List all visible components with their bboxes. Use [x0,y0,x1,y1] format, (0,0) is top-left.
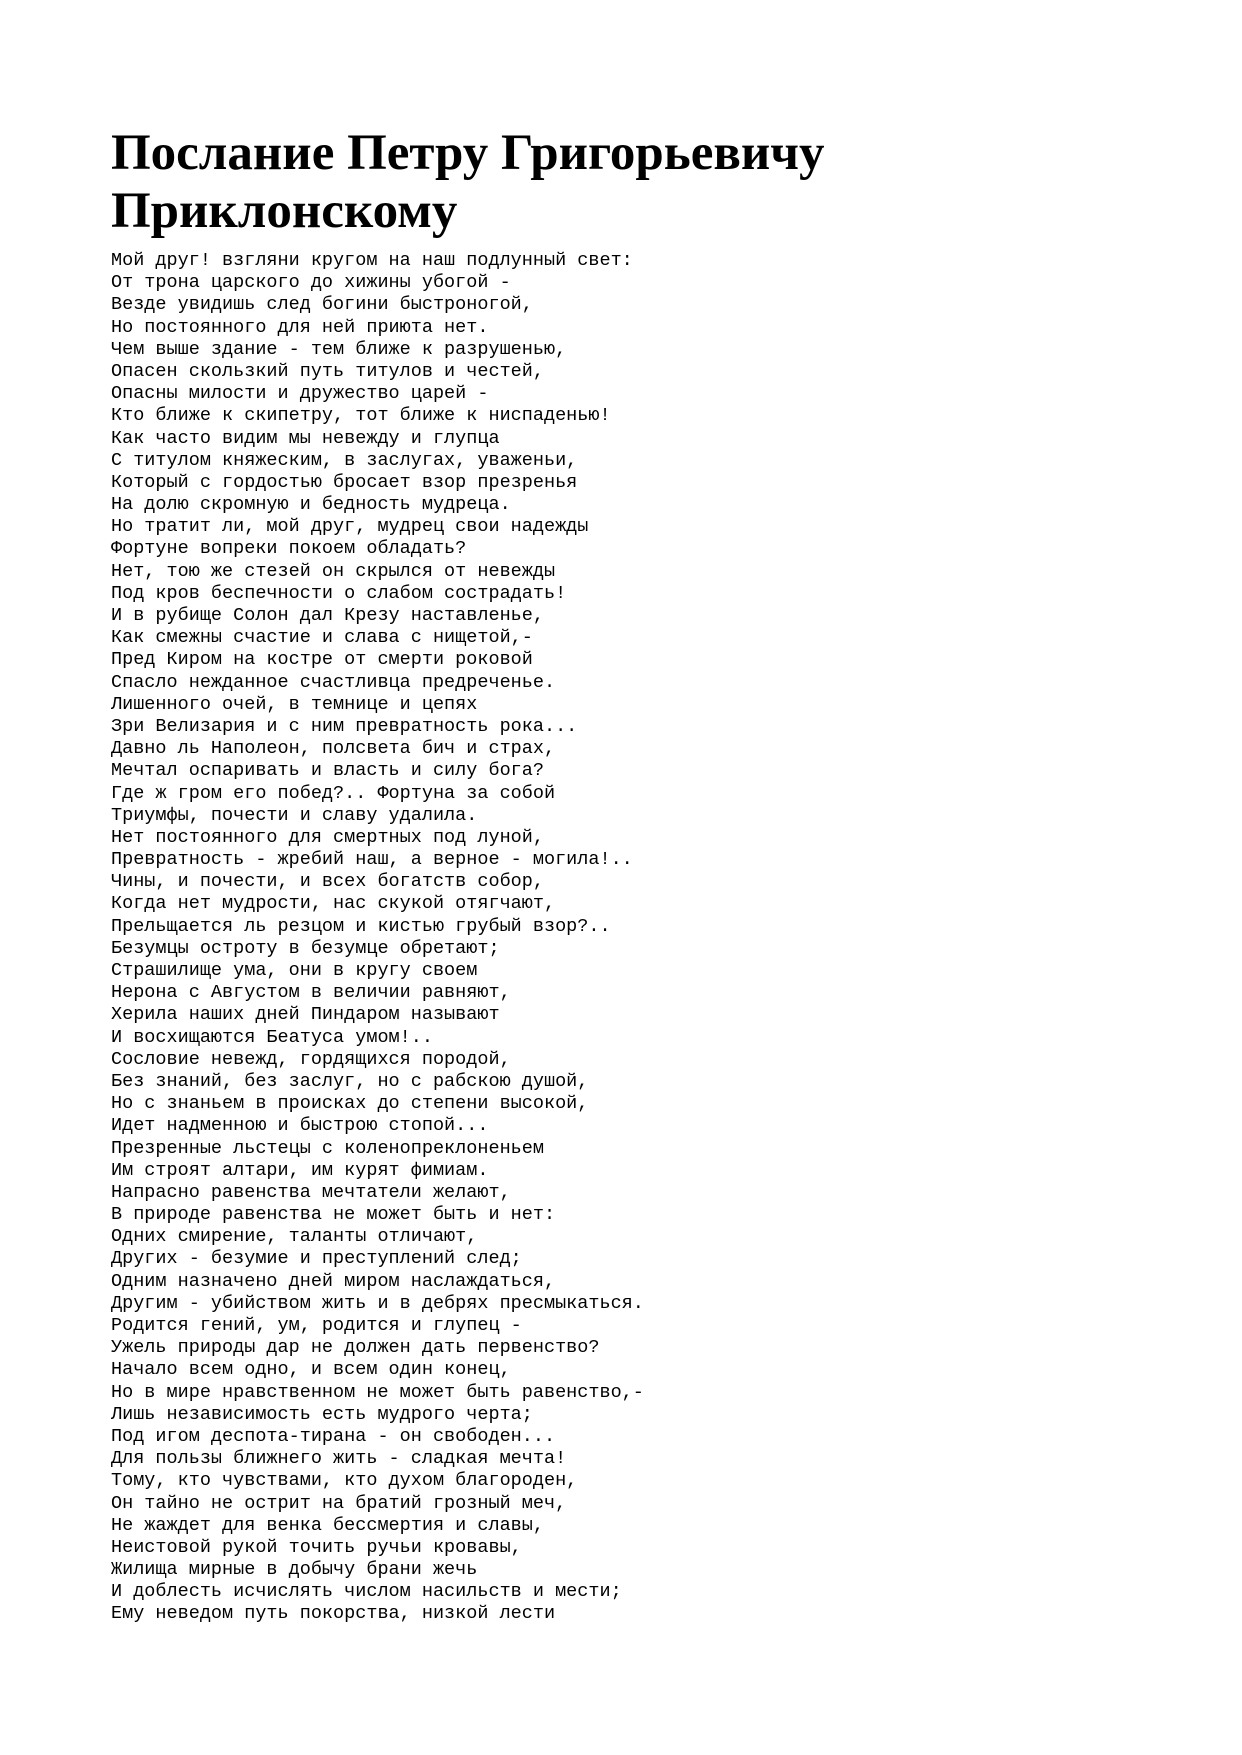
poem-line: Мой друг! взгляни кругом на наш подлунный свет: [111,250,633,271]
poem-line: Начало всем одно, и всем один конец, [111,1359,511,1381]
title-line-1: Послание Петру Григорьевичу [111,125,825,181]
poem-line: Презренные льстецы с коленопреклоненьем [111,1137,544,1159]
poem-line: Лишенного очей, в темнице и цепях [111,693,478,715]
poem-line: Везде увидишь след богини быстроногой, [111,294,533,316]
poem-line: Нерона с Августом в величии равняют, [111,982,511,1004]
poem-line: Опасен скользкий путь титулов и честей, [111,360,544,382]
poem-line: С титулом княжеским, в заслугах, уваженьи, [111,449,578,471]
poem-line: Но в мире нравственном не может быть равенство,- [111,1381,644,1403]
poem-line: Страшилище ума, они в кругу своем [111,960,478,981]
poem-line: Мечтал оспаривать и власть и силу бога? [111,760,544,782]
poem-line: Спасло нежданное счастливца предреченье. [111,671,556,693]
poem-line: Чем выше здание - тем ближе к разрушенью, [111,338,567,360]
poem-line: От трона царского до хижины убогой - [111,272,511,294]
poem-line: Опасны милости и дружество царей - [111,383,489,405]
poem-line: Родится гений, ум, родится и глупец - [111,1315,522,1336]
poem-line: Зри Велизария и с ним превратность рока... [111,715,578,737]
poem-line: Одним назначено дней миром наслаждаться, [111,1270,556,1292]
poem-line: Других - безумие и преступлений след; [111,1248,522,1270]
poem-line: Он тайно не острит на братий грозный меч, [111,1492,567,1514]
poem-line: На долю скромную и бедность мудреца. [111,494,511,516]
poem-line: Херила наших дней Пиндаром называют [111,1004,500,1026]
poem-line: Для пользы ближнего жить - сладкая мечта! [111,1448,567,1470]
poem-line: Кто ближе к скипетру, тот ближе к ниспаденью! [111,405,611,427]
poem-line: Фортуне вопреки покоем обладать? [111,538,467,560]
poem-line: Пред Киром на костре от смерти роковой [111,649,533,671]
poem-line: Который с гордостью бросает взор презренья [111,471,578,493]
poem-line: В природе равенства не может быть и нет: [111,1204,556,1226]
poem-line: Как часто видим мы невежду и глупца [111,427,500,449]
poem-line: Не жаждет для венка бессмертия и славы, [111,1514,544,1536]
poem-line: Но тратит ли, мой друг, мудрец свои надежды [111,516,589,538]
poem-line: Им строят алтари, им курят фимиам. [111,1159,489,1181]
poem-line: Другим - убийством жить и в дебрях пресмыкаться. [111,1292,644,1314]
poem-line: Сословие невежд, гордящихся породой, [111,1048,511,1070]
poem-line: Но постоянного для ней приюта нет. [111,316,489,338]
poem-line: И восхищаются Беатуса умом!.. [111,1026,433,1048]
poem-line: Тому, кто чувствами, кто духом благороден, [111,1470,578,1492]
poem-line: Под игом деспота-тирана - он свободен... [111,1425,556,1447]
document-title [111,124,1111,240]
poem-line: Под кров беспечности о слабом сострадать! [111,582,567,604]
poem-line: Без знаний, без заслуг, но с рабскою душой, [111,1070,589,1092]
poem-line: Одних смирение, таланты отличают, [111,1226,478,1248]
poem-line: Идет надменною и быстрою стопой... [111,1115,489,1137]
poem-line: Ему неведом путь покорства, низкой лести [111,1603,556,1625]
poem-line: Жилища мирные в добычу брани жечь [111,1559,478,1581]
poem-line: Где ж гром его побед?.. Фортуна за собой [111,782,556,804]
poem-line: Лишь независимость есть мудрого черта; [111,1403,533,1425]
poem-line: И в рубище Солон дал Крезу наставленье, [111,605,544,626]
poem-line: Прельщается ль резцом и кистью грубый взор?.. [111,915,611,937]
poem-line: Чины, и почести, и всех богатств собор, [111,871,544,893]
poem-line: Превратность - жребий наш, а верное - могила!.. [111,849,633,871]
poem-body [111,250,644,1626]
poem-line: Триумфы, почести и славу удалила. [111,804,478,826]
poem-line: Когда нет мудрости, нас скукой отягчают, [111,893,556,915]
poem-line: И доблесть исчислять числом насильств и мести; [111,1581,622,1603]
poem-line: Неистовой рукой точить ручьи кровавы, [111,1536,522,1558]
poem-line: Ужель природы дар не должен дать первенство? [111,1337,600,1359]
poem-line: Давно ль Наполеон, полсвета бич и страх, [111,738,556,760]
poem-line: Напрасно равенства мечтатели желают, [111,1181,511,1203]
poem-line: Как смежны счастие и слава с нищетой,- [111,627,533,649]
poem-line: Безумцы остроту в безумце обретают; [111,937,500,959]
title-line-2: Приклонскому [111,183,458,239]
poem-line: Но с знаньем в происках до степени высокой, [111,1093,589,1115]
poem-line: Нет постоянного для смертных под луной, [111,826,544,848]
poem-line: Нет, тою же стезей он скрылся от невежды [111,560,556,582]
